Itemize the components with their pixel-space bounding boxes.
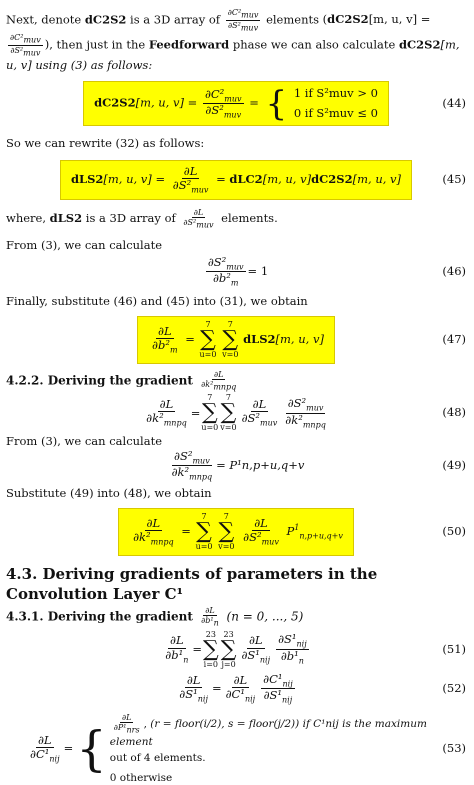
- equation-number: (47): [442, 332, 466, 347]
- inline-eq: (dC2S2[m, u, v] = $\frac{\partial C^2_{muv}}{\partial S^2_{muv}}$ ): [10, 12, 431, 58]
- eq-lhs: dC2S2: [94, 95, 136, 110]
- eq-index: [m, u, v]: [262, 172, 312, 187]
- equation-number: (49): [442, 458, 466, 473]
- bold-term: dC2S2: [398, 37, 441, 52]
- cases: [294, 86, 378, 121]
- eq-term: dC2S2: [311, 172, 353, 187]
- paragraph: From (3), we can calculate: [6, 238, 163, 253]
- text: is a 3D array of: [126, 12, 224, 27]
- text: Next, denote: [6, 12, 85, 27]
- equation-47: [6, 316, 466, 364]
- equation-51: $\frac{\partial L}{\partial b^1_n}$ = 23 ∑ i=0 23 ∑ j=0 $\frac{\partial L}{\partial S^1_{nij}}$ $\frac{\partial S^1_{nij}}{\partial b^1_n}$ (51): [165, 629, 466, 669]
- equation-53: $\frac{\partial L}{\partial C^1_{nij}}$ = { $\frac{\partial L}{\partial P^1_{nrs}}$ , (r = floor(i/2), s = floor(j/2)) if C¹nij is the maximum element out of 4 elements. 0 otherwise (53): [30, 712, 466, 784]
- highlight-box: $\frac{\partial L}{\partial b^2_m}$ = 7 ∑ u=0 7 ∑ v=0 dLS2[m, u, v]: [137, 316, 335, 364]
- bold-term: dC2S2: [84, 12, 127, 27]
- equation-52: $\frac{\partial L}{\partial S^1_{nij}}$ = $\frac{\partial L}{\partial C^1_{nij}}$ $\frac{\partial C^1_{nij}}{\partial S^1_{nij}}$ (52): [179, 671, 466, 705]
- highlight-box: dC2S2[m, u, v] = $\frac{\partial C^2_{muv}}{\partial S^2_{muv}}$ = { 1 if S²muv > 0 0 if S²muv ≤ 0: [83, 81, 389, 126]
- eq-index: [m, u, v]: [352, 172, 402, 187]
- equation-number: (48): [442, 405, 466, 420]
- text: , then just in the: [49, 37, 149, 52]
- case-2: 0 if S²muv ≤ 0: [293, 105, 378, 120]
- paragraph: From (3), we can calculate: [6, 434, 163, 449]
- equation-number: (45): [442, 172, 466, 187]
- paragraph: where, dLS2 is a 3D array of $\frac{\partial L}{\partial S^2_{muv}}$ elements.: [6, 208, 278, 230]
- eq-index: [m, u, v] =: [135, 95, 198, 110]
- highlight-box: $\frac{\partial L}{\partial k^2_{mnpq}}$ = 7 ∑ u=0 7 ∑ v=0 $\frac{\partial L}{\partial S^2_{muv}}$ $P^1_{n,p+u,q+v}$: [118, 508, 354, 556]
- equation-number: (53): [442, 741, 466, 756]
- paragraph-intro: [6, 8, 466, 73]
- equation-45: [6, 160, 466, 200]
- equation-number: (46): [442, 264, 466, 279]
- text: phase we can also calculate: [229, 37, 399, 52]
- equation-46: $\frac{\partial S^2_{muv}}{\partial b^2_m}$ = 1 (46): [207, 255, 466, 288]
- equation-44: [6, 81, 466, 126]
- case-1: 1 if S²muv > 0: [293, 86, 378, 101]
- equation-number: (51): [442, 641, 466, 656]
- equation-number: (50): [442, 523, 466, 538]
- paragraph: Finally, substitute (46) and (45) into (31), we obtain: [6, 294, 308, 309]
- paragraph: Substitute (49) into (48), we obtain: [6, 486, 212, 501]
- equation-48: $\frac{\partial L}{\partial k^2_{mnpq}}$ = 7 ∑ u=0 7 ∑ v=0 $\frac{\partial L}{\partial S^2_{muv}}$ $\frac{\partial S^2_{muv}}{\partial k^2_{mnpq}}$ (48): [146, 393, 466, 433]
- equation-50: [6, 508, 466, 556]
- equals: =: [216, 172, 226, 187]
- equation-number: (52): [442, 680, 466, 695]
- eq-lhs: dLS2: [70, 172, 104, 187]
- subsection-heading-4-2-2: 4.2.2. Deriving the gradient $\frac{\partial L}{\partial k^2_{mnpq}}$: [6, 369, 237, 392]
- bold-term: Feedforward: [148, 37, 230, 52]
- eq-rhs: = 1: [247, 264, 269, 279]
- equation-49: $\frac{\partial S^2_{muv}}{\partial k^2_{mnpq}}$ = P¹n,p+u,q+v (49): [171, 448, 466, 482]
- fraction: $\frac{\partial C^2_{muv}}{\partial S^2_{muv}}$: [204, 86, 242, 120]
- fraction: $\frac{\partial C^2_{muv}}{\partial S^2_{muv}}$: [227, 8, 259, 33]
- highlight-box: [60, 160, 412, 200]
- text: elements: [266, 12, 323, 27]
- equation-number: (44): [442, 96, 466, 111]
- text: [m, u, v] using (3) as follows:: [6, 37, 460, 72]
- subsection-heading-4-3-1: 4.3.1. Deriving the gradient $\frac{\partial L}{\partial b^1_n}$ (n = 0, ..., 5): [6, 606, 304, 628]
- eq-term: dLC2: [229, 172, 263, 187]
- paragraph: So we can rewrite (32) as follows:: [6, 136, 205, 151]
- eq-index: [m, u, v] =: [103, 172, 166, 187]
- fraction: $\frac{\partial L}{\partial S^2_{muv}}$: [172, 164, 209, 195]
- section-heading-4-3: 4.3. Deriving gradients of parameters in the Convolution Layer C¹: [6, 564, 378, 603]
